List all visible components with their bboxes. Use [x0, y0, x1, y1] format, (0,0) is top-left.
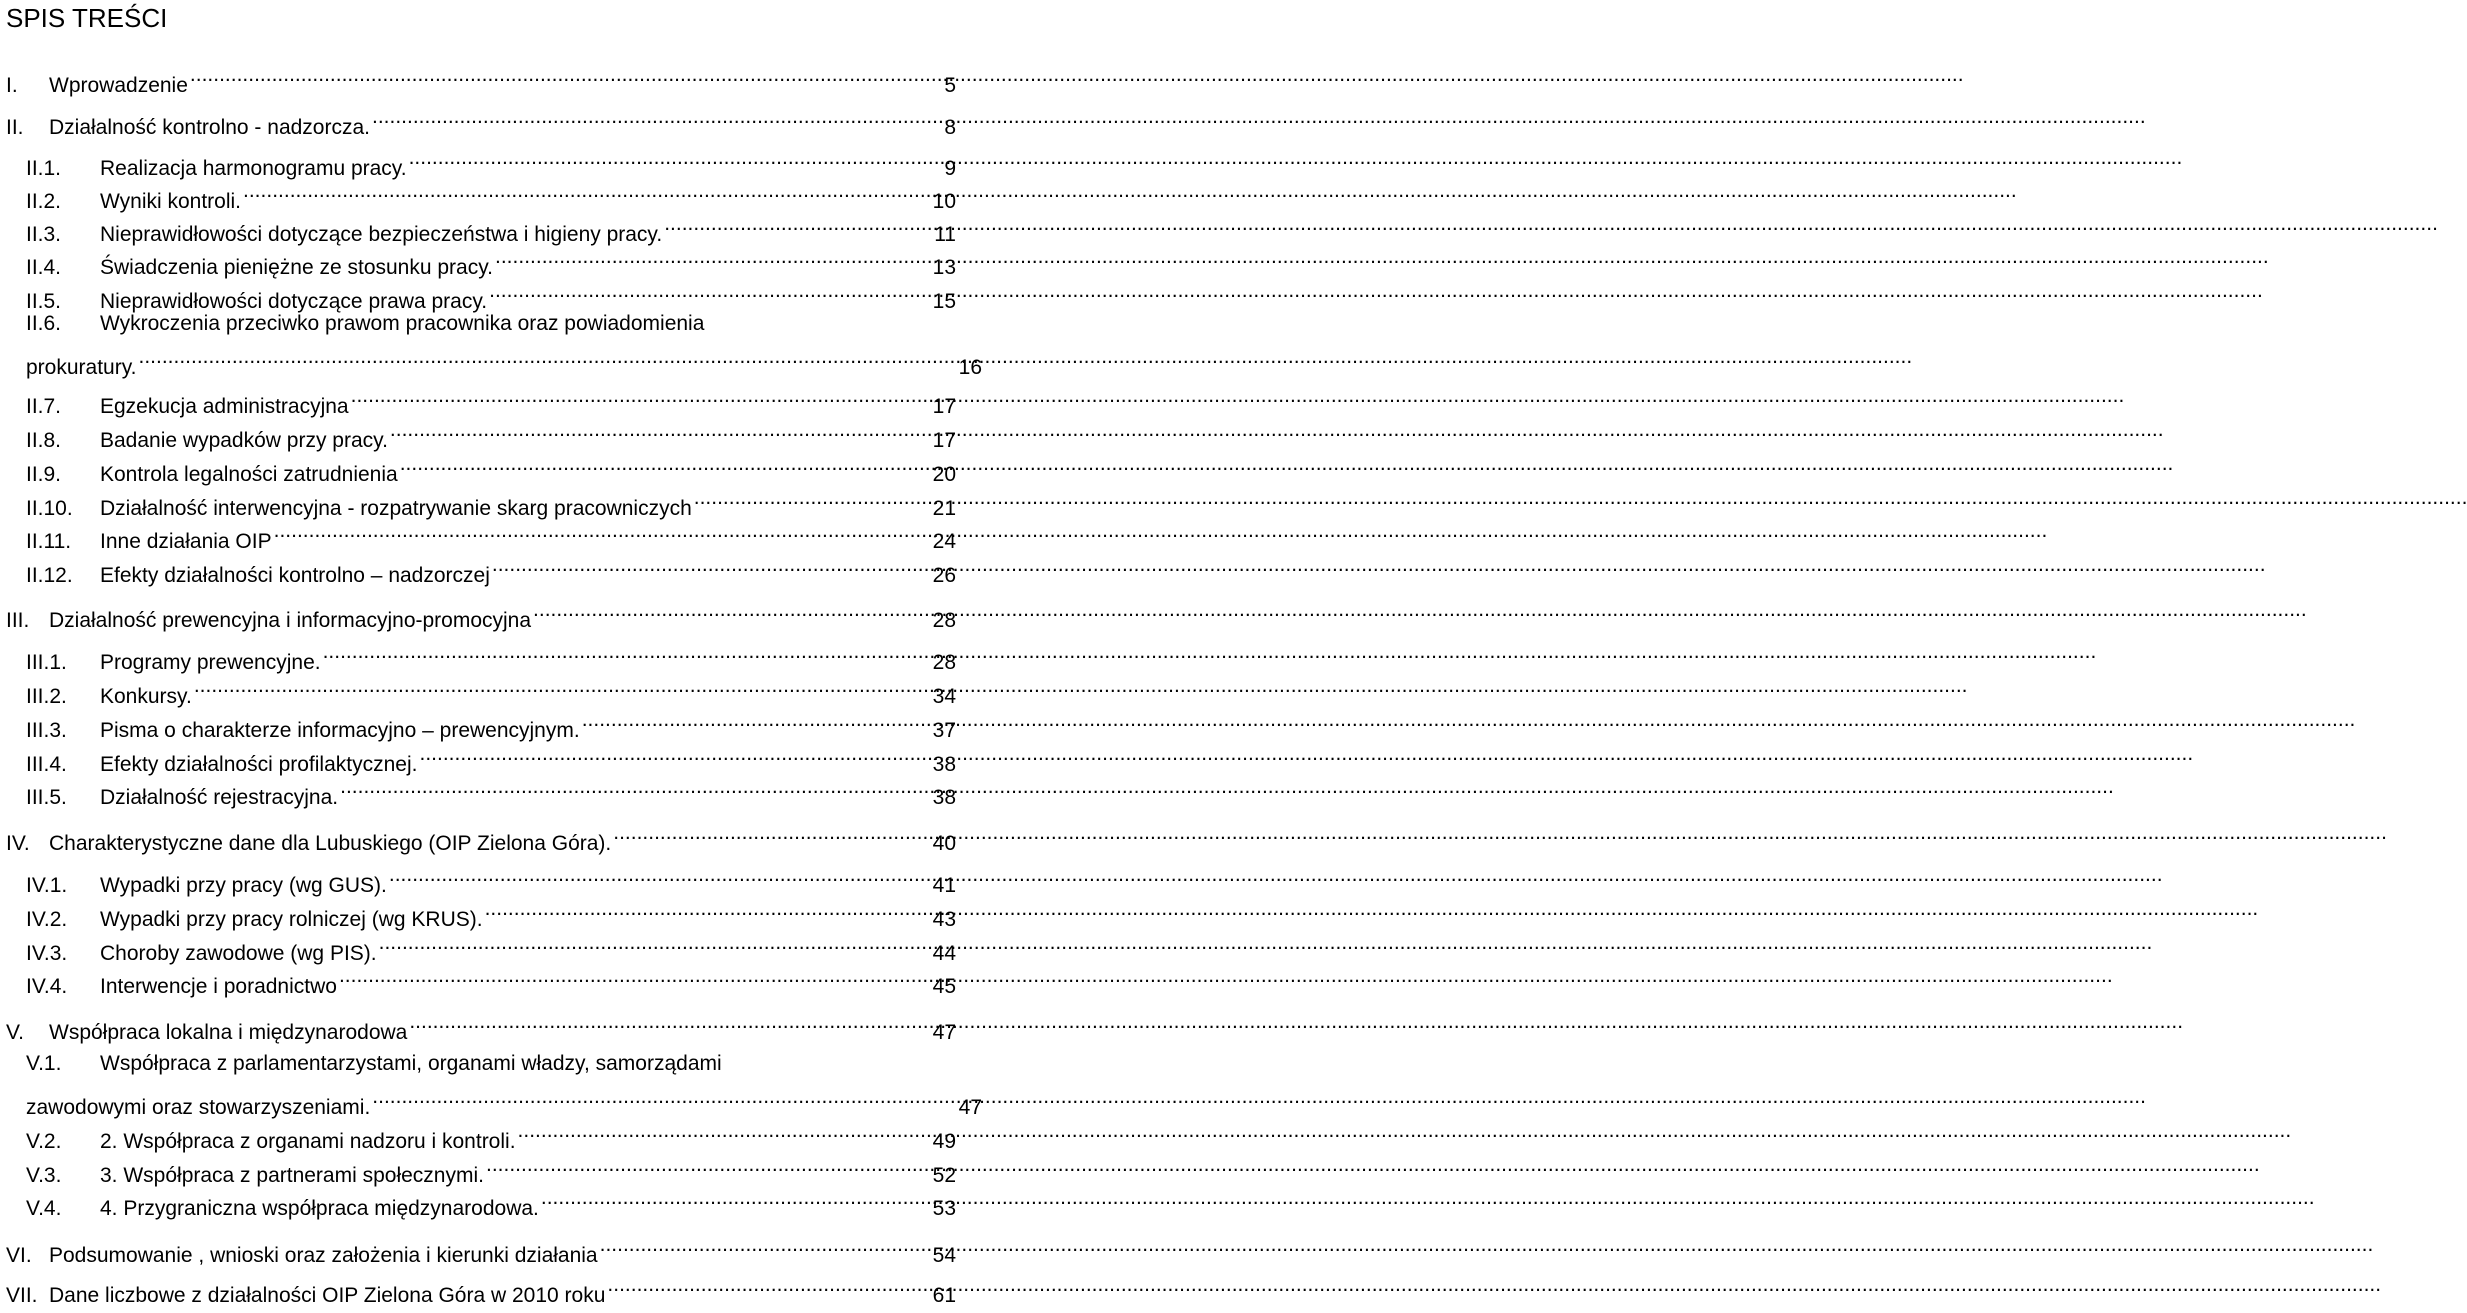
- toc-leader-dots: [694, 481, 931, 515]
- toc-entry-title: Efekty działalności kontrolno – nadzorczej: [100, 564, 490, 587]
- toc-leader-dots: [323, 635, 931, 669]
- toc-leader-dots: [372, 100, 942, 134]
- toc-entry[interactable]: [0, 274, 956, 313]
- toc-entry-page: 38: [932, 786, 956, 809]
- toc-leader-dots: [372, 1080, 956, 1114]
- toc-entry-number: II.1.: [26, 157, 62, 180]
- toc-entry-number: II.10.: [26, 497, 73, 520]
- toc-entry-number: I.: [6, 74, 18, 97]
- toc-leader-dots: [351, 379, 931, 413]
- toc-leader-dots: [390, 413, 931, 447]
- toc-entry-page: 45: [932, 975, 956, 998]
- toc-entry-number: IV.1.: [26, 874, 68, 897]
- toc-entry[interactable]: [0, 307, 956, 341]
- toc-leader-dots: [274, 514, 931, 548]
- toc-entry-title: Pisma o charakterze informacyjno – prewencyjnym.: [100, 719, 580, 742]
- toc-entry-page: 8: [944, 116, 956, 139]
- toc-entry[interactable]: [0, 340, 982, 379]
- toc-entry-number: V.2.: [26, 1130, 62, 1153]
- toc-entry[interactable]: [0, 174, 956, 213]
- toc-leader-dots: [582, 703, 931, 737]
- toc-entry[interactable]: [0, 413, 956, 452]
- toc-leader-dots: [243, 174, 931, 208]
- toc-entry[interactable]: [0, 959, 956, 998]
- toc-entry[interactable]: [0, 481, 956, 520]
- toc-entry-page: 24: [932, 530, 956, 553]
- toc-entry-number: IV.2.: [26, 908, 68, 931]
- toc-leader-dots: [194, 669, 931, 703]
- toc-entry-page: 49: [932, 1130, 956, 1153]
- toc-entry-number: V.4.: [26, 1197, 62, 1220]
- toc-entry-title: Charakterystyczne dane dla Lubuskiego (OIP Zielona Góra).: [49, 832, 612, 855]
- toc-entry[interactable]: [0, 1181, 956, 1220]
- toc-leader-dots: [518, 1114, 931, 1148]
- toc-entry-page: 38: [932, 753, 956, 776]
- toc-entry-number: IV.4.: [26, 975, 68, 998]
- toc-entry[interactable]: [0, 816, 956, 855]
- toc-entry-number: II.6.: [26, 312, 62, 335]
- toc-leader-dots: [485, 892, 931, 926]
- toc-leader-dots: [409, 141, 943, 175]
- toc-leader-dots: [486, 1148, 931, 1182]
- toc-entry-title: Konkursy.: [100, 685, 192, 708]
- toc-entry-number: III.2.: [26, 685, 67, 708]
- toc-entry-number: II.: [6, 116, 24, 139]
- toc-entry-page: 34: [932, 685, 956, 708]
- toc-entry-page: 54: [932, 1244, 956, 1267]
- toc-leader-dots: [139, 340, 957, 374]
- toc-entry-number: II.11.: [26, 530, 72, 553]
- toc-entry[interactable]: [0, 1228, 956, 1267]
- toc-entry[interactable]: [0, 1268, 956, 1307]
- toc-leader-dots: [339, 959, 931, 993]
- toc-leader-dots: [495, 240, 931, 274]
- toc-entry-page: 53: [932, 1197, 956, 1220]
- toc-entry-page: 47: [958, 1096, 982, 1119]
- toc-entry-title: Wyniki kontroli.: [100, 190, 242, 213]
- toc-leader-dots: [400, 447, 931, 481]
- toc-entry-title: Interwencje i poradnictwo: [100, 975, 337, 998]
- toc-entry-title: Działalność prewencyjna i informacyjno-promocyjna: [49, 609, 532, 632]
- toc-entry-number: II.2.: [26, 190, 62, 213]
- toc-entry-page: 13: [932, 256, 956, 279]
- toc-entry[interactable]: [0, 447, 956, 486]
- toc-leader-dots: [409, 1005, 930, 1039]
- toc-entry-number: II.7.: [26, 395, 62, 418]
- toc-entry-page: 40: [932, 832, 956, 855]
- toc-leader-dots: [340, 770, 931, 804]
- toc-entry-title: Działalność kontrolno - nadzorcza.: [49, 116, 370, 139]
- toc-entry-number: V.: [6, 1021, 24, 1044]
- toc-entry-title: 2. Współpraca z organami nadzoru i kontroli.: [100, 1130, 516, 1153]
- toc-entry-number: IV.: [6, 832, 30, 855]
- page-title: SPIS TREŚCI: [6, 3, 168, 33]
- toc-entry-title: Wykroczenia przeciwko prawom pracownika oraz powiadomienia: [100, 312, 705, 335]
- toc-entry[interactable]: [0, 1047, 956, 1081]
- toc-entry-title: Badanie wypadków przy pracy.: [100, 429, 388, 452]
- toc-entry[interactable]: [0, 635, 956, 674]
- toc-entry-number: II.12.: [26, 564, 73, 587]
- toc-entry[interactable]: [0, 858, 956, 897]
- toc-entry-title: Choroby zawodowe (wg PIS).: [100, 942, 377, 965]
- toc-entry[interactable]: [0, 1005, 956, 1044]
- toc-entry-title: Współpraca lokalna i międzynarodowa: [49, 1021, 408, 1044]
- toc-entry-title: Świadczenia pieniężne ze stosunku pracy.: [100, 256, 494, 279]
- toc-entry[interactable]: [0, 1080, 982, 1119]
- toc-entry-number: III.4.: [26, 753, 67, 776]
- toc-entry[interactable]: [0, 1114, 956, 1153]
- toc-entry-title: Nieprawidłowości dotyczące prawa pracy.: [100, 290, 488, 313]
- toc-entry-number: II.8.: [26, 429, 62, 452]
- toc-entry-title: Inne działania OIP: [100, 530, 272, 553]
- toc-entry[interactable]: [0, 548, 956, 587]
- toc-entry-number: VI.: [6, 1244, 32, 1267]
- toc-leader-dots: [492, 548, 931, 582]
- toc-entry-number: II.4.: [26, 256, 62, 279]
- toc-entry[interactable]: [0, 58, 956, 97]
- toc-entry[interactable]: [0, 1148, 956, 1187]
- toc-entry[interactable]: [0, 379, 956, 418]
- toc-entry-title: 3. Współpraca z partnerami społecznymi.: [100, 1164, 484, 1187]
- toc-entry-number: V.3.: [26, 1164, 62, 1187]
- toc-leader-dots: [489, 274, 931, 308]
- toc-entry-title: Współpraca z parlamentarzystami, organami władzy, samorządami: [100, 1052, 722, 1075]
- toc-leader-dots: [613, 816, 930, 850]
- toc-entry-page: 43: [932, 908, 956, 931]
- toc-entry-title: prokuratury.: [26, 356, 137, 379]
- toc-leader-dots: [190, 58, 942, 92]
- toc-leader-dots: [600, 1228, 931, 1262]
- toc-entry[interactable]: [0, 703, 956, 742]
- toc-entry-title: Wypadki przy pracy (wg GUS).: [100, 874, 387, 897]
- toc-entry-page: 47: [932, 1021, 956, 1044]
- toc-leader-dots: [389, 858, 931, 892]
- toc-entry-page: 28: [932, 609, 956, 632]
- toc-entry-title: Działalność interwencyjna - rozpatrywanie skarg pracowniczych: [100, 497, 692, 520]
- toc-entry-number: II.9.: [26, 463, 62, 486]
- toc-entry[interactable]: [0, 141, 956, 180]
- toc-entry-page: 44: [932, 942, 956, 965]
- toc-leader-dots: [607, 1268, 930, 1302]
- toc-entry[interactable]: [0, 669, 956, 708]
- toc-entry-number: II.3.: [26, 223, 62, 246]
- toc-entry-page: 41: [932, 874, 956, 897]
- toc-entry-title: Działalność rejestracyjna.: [100, 786, 339, 809]
- toc-entry-title: Podsumowanie , wnioski oraz założenia i kierunki działania: [49, 1244, 598, 1267]
- toc-entry[interactable]: [0, 737, 956, 776]
- toc-entry-title: Programy prewencyjne.: [100, 651, 321, 674]
- toc-entry[interactable]: [0, 514, 956, 553]
- toc-entry-title: Nieprawidłowości dotyczące bezpieczeństwa i higieny pracy.: [100, 223, 663, 246]
- toc-entry-page: 52: [932, 1164, 956, 1187]
- toc-entry-number: V.1.: [26, 1052, 62, 1075]
- toc-entry[interactable]: [0, 926, 956, 965]
- toc-entry-number: III.1.: [26, 651, 67, 674]
- toc-entry-number: VII.: [6, 1284, 38, 1307]
- toc-entry-title: 4. Przygraniczna współpraca międzynarodowa.: [100, 1197, 539, 1220]
- toc-leader-dots: [541, 1181, 931, 1215]
- toc-entry-number: III.: [6, 609, 30, 632]
- toc-entry-page: 16: [958, 356, 982, 379]
- toc-entry-title: Efekty działalności profilaktycznej.: [100, 753, 418, 776]
- toc-leader-dots: [533, 593, 931, 627]
- toc-entry-page: 61: [932, 1284, 956, 1307]
- toc-entry-page: 9: [944, 157, 956, 180]
- toc-entry-number: IV.3.: [26, 942, 68, 965]
- toc-entry-number: III.5.: [26, 786, 67, 809]
- toc-entry[interactable]: [0, 593, 956, 632]
- toc-entry-page: 37: [932, 719, 956, 742]
- toc-entry-number: III.3.: [26, 719, 67, 742]
- toc-entry-title: Wprowadzenie: [49, 74, 188, 97]
- toc-entry-page: 28: [932, 651, 956, 674]
- toc-entry-page: 26: [932, 564, 956, 587]
- toc-entry-title: Egzekucja administracyjna: [100, 395, 349, 418]
- toc-entry-page: 5: [944, 74, 956, 97]
- toc-entry[interactable]: [0, 240, 956, 279]
- toc-entry-page: 21: [932, 497, 956, 520]
- toc-leader-dots: [379, 926, 931, 960]
- toc-entry-page: 17: [932, 395, 956, 418]
- toc-entry-page: 17: [932, 429, 956, 452]
- toc-entry-page: 10: [932, 190, 956, 213]
- toc-entry-page: 15: [932, 290, 956, 313]
- toc-entry-title: Dane liczbowe z działalności OIP Zielona Góra w 2010 roku: [49, 1284, 606, 1307]
- toc-entry-title: zawodowymi oraz stowarzyszeniami.: [26, 1096, 371, 1119]
- toc-leader-dots: [664, 207, 932, 241]
- toc-entry-title: Realizacja harmonogramu pracy.: [100, 157, 407, 180]
- toc-entry-title: Kontrola legalności zatrudnienia: [100, 463, 398, 486]
- toc-leader-dots: [419, 737, 930, 771]
- toc-entry-title: Wypadki przy pracy rolniczej (wg KRUS).: [100, 908, 483, 931]
- toc-entry-page: 20: [932, 463, 956, 486]
- toc-entry[interactable]: [0, 207, 956, 246]
- toc-entry-number: II.5.: [26, 290, 62, 313]
- toc-entry[interactable]: [0, 892, 956, 931]
- toc-entry[interactable]: [0, 100, 956, 139]
- toc-entry[interactable]: [0, 770, 956, 809]
- toc-entry-page: 11: [934, 223, 956, 246]
